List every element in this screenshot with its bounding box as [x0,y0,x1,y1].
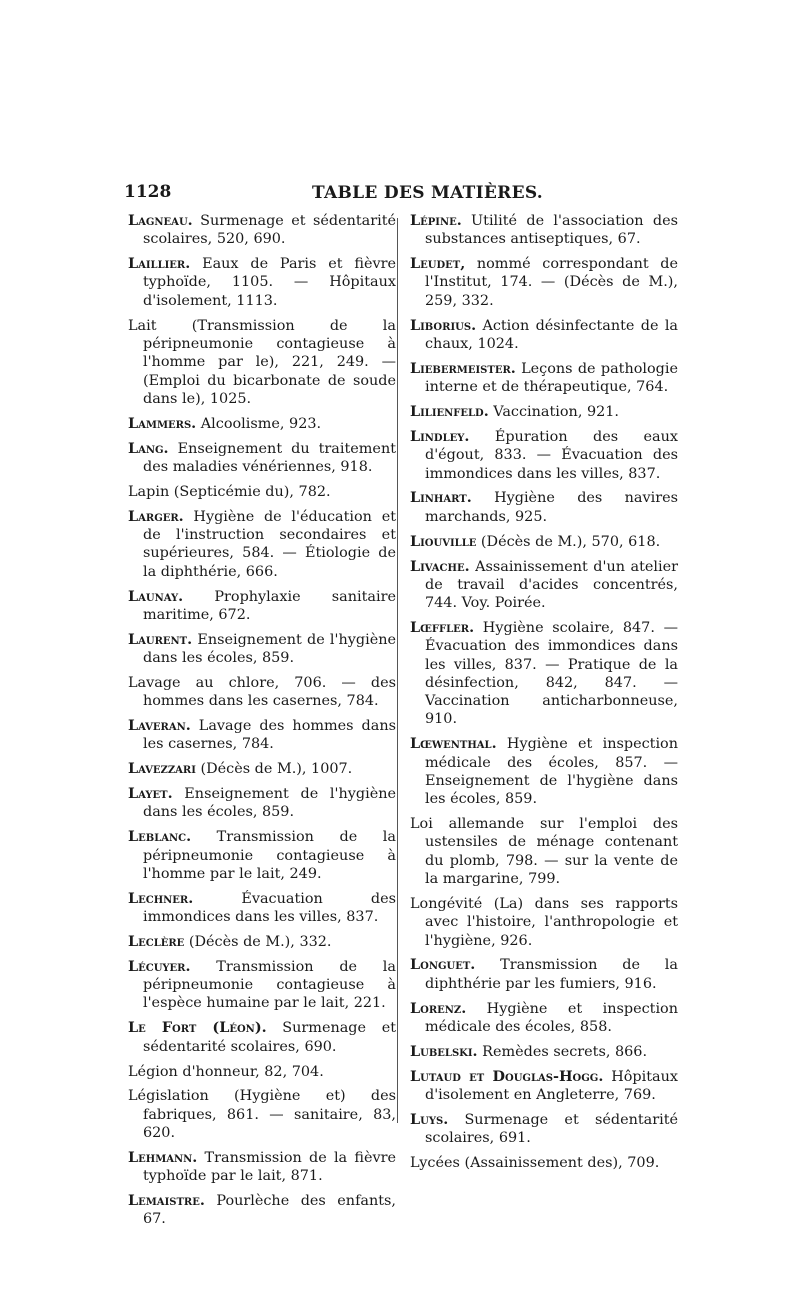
index-entry [410,1154,678,1172]
index-entry [128,785,396,822]
column-divider [397,218,398,1123]
entry-text: Eaux de Paris et fièvre typhoïde, 1105. — Hôpitaux d'isolement, 1113. [143,256,396,309]
entry-text: Légion d'honneur, 82, 704. [128,1063,324,1080]
entry-text: Hôpitaux d'isolement en Angleterre, 769. [425,1068,678,1103]
entry-text: (Décès de M.), 332. [184,934,332,950]
entry-headword: Liouville [410,532,477,550]
index-entry [128,828,396,883]
entry-headword: Longuet. [410,956,476,974]
entry-text: Loi allemande sur l'emploi des ustensiles de ménage contenant du plomb, 798. — sur la vente de la margarine, 799. [410,816,678,888]
entry-text: Surmenage et sédentarité scolaires, 690. [143,1020,396,1055]
index-entry [410,558,678,613]
entry-headword: Lehmann. [128,1148,198,1166]
entry-headword: Lubelski. [410,1042,478,1060]
entry-text: Transmission de la péripneumonie contagieuse à l'espèce humaine par le lait, 221. [143,958,396,1012]
index-entry [410,815,678,888]
entry-headword: Lechner. [128,889,194,907]
entry-headword: Luys. [410,1110,449,1128]
entry-headword: Leudet, [410,255,466,273]
entry-text: Épuration des eaux d'égout, 833. — Évacuation des immondices dans les villes, 837. [425,428,678,482]
entry-text: Hygiène des navires marchands, 925. [425,490,678,525]
entry-text: Hygiène de l'éducation et de l'instruction secondaires et supérieures, 584. — Étiologie de la diphthérie, 666. [143,508,396,580]
entry-text: Hygiène et inspection médicale des écoles, 857. — Enseignement de l'hygiène dans les écoles, 859. [425,736,678,808]
entry-text: Vaccination, 921. [488,404,620,421]
entry-text: Prophylaxie sanitaire maritime, 672. [143,588,396,623]
index-entry [410,1111,678,1148]
index-entry [128,631,396,668]
index-entry [128,415,396,433]
index-entry [128,674,396,711]
index-entry [128,933,396,951]
index-entry [128,1149,396,1186]
entry-text: Surmenage et sédentarité scolaires, 691. [425,1111,678,1147]
entry-headword: Lindley. [410,427,470,445]
index-entry [410,1043,678,1061]
entry-text: Utilité de l'association des substances antiseptiques, 67. [425,213,678,248]
entry-headword: Lutaud et Douglas-Hogg. [410,1067,604,1085]
index-column-right [410,212,678,1179]
entry-text: Lycées (Assainissement des), 709. [410,1155,660,1172]
entry-text: (Décès de M.), 1007. [195,761,353,778]
index-entry [410,317,678,354]
index-entry [128,508,396,581]
entry-headword: Laillier. [128,255,191,273]
entry-headword: Lagneau. [128,212,193,229]
entry-headword: Liebermeister. [410,359,516,377]
index-entry [128,1192,396,1229]
index-entry [128,212,396,249]
index-entry [410,360,678,397]
entry-headword: Lécuyer. [128,957,191,975]
index-entry [128,958,396,1013]
entry-headword: Leblanc. [128,828,192,846]
entry-text: Alcoolisme, 923. [196,415,322,432]
entry-text: Enseignement de l'hygiène dans les écoles, 859. [143,631,396,666]
index-entry [128,255,396,310]
index-entry [410,1000,678,1037]
entry-headword: Lépine. [410,212,462,229]
index-entry [410,428,678,483]
entry-text: Enseignement de l'hygiène dans les écoles, 859. [143,786,396,821]
entry-text: Action désinfectante de la chaux, 1024. [425,317,678,352]
entry-text: Pourlèche des enfants, 67. [143,1193,396,1228]
index-entry [410,212,678,249]
entry-text: Surmenage et sédentarité scolaires, 520, 690. [143,213,396,248]
entry-text: Leçons de pathologie interne et de thérapeutique, 764. [425,360,678,396]
index-entry [410,255,678,310]
entry-headword: Lammers. [128,414,197,432]
entry-text: Transmission de la péripneumonie contagieuse à l'homme par le lait, 249. [143,829,396,882]
entry-headword: Launay. [128,587,184,605]
index-entry [410,1068,678,1105]
index-entry [410,895,678,950]
entry-headword: Liborius. [410,316,477,334]
entry-headword: Lœwenthal. [410,735,497,753]
entry-headword: Le Fort (Léon). [128,1019,267,1037]
running-title: TABLE DES MATIÈRES. [312,183,544,203]
index-entry [410,403,678,421]
entry-headword: Livache. [410,557,470,575]
entry-text: Évacuation des immondices dans les villes, 837. [143,890,396,926]
index-entry [128,1087,396,1142]
entry-text: Longévité (La) dans ses rapports avec l'histoire, l'anthropologie et l'hygiène, 926. [410,895,678,949]
index-entry [128,483,396,501]
entry-text: nommé correspondant de l'Institut, 174. — (Décès de M.), 259, 332. [425,256,678,309]
entry-headword: Layet. [128,785,173,803]
entry-text: Transmission de la fièvre typhoïde par le lait, 871. [143,1149,396,1185]
index-entry [410,735,678,808]
index-entry [410,533,678,551]
entry-text: (Décès de M.), 570, 618. [476,533,661,550]
index-entry [128,760,396,778]
entry-headword: Leclère [128,933,185,950]
page-number: 1128 [124,182,172,202]
entry-headword: Laveran. [128,717,191,735]
entry-text: Lavage des hommes dans les casernes, 784. [143,718,396,753]
index-entry [410,489,678,526]
index-entry [128,588,396,625]
entry-headword: Lemaistre. [128,1192,205,1210]
entry-text: Législation (Hygiène et) des fabriques, 861. — sanitaire, 83, 620. [128,1088,396,1142]
index-entry [128,717,396,754]
entry-headword: Linhart. [410,489,472,507]
index-entry [128,890,396,927]
entry-headword: Lorenz. [410,999,467,1017]
entry-text: Remèdes secrets, 866. [477,1043,648,1060]
entry-headword: Lilienfeld. [410,403,489,421]
entry-text: Hygiène scolaire, 847. — Évacuation des immondices dans les villes, 837. — Pratique de la désinfection, 842, 847. — Vaccination anticharbonneuse, 910. [425,619,678,728]
index-entry [410,956,678,993]
entry-headword: Lœffler. [410,618,475,636]
entry-headword: Lang. [128,439,169,457]
entry-text: Transmission de la diphthérie par les fumiers, 916. [425,957,678,992]
entry-text: Lavage au chlore, 706. — des hommes dans les casernes, 784. [128,674,396,710]
entry-text: Lapin (Septicémie du), 782. [128,483,331,500]
index-entry [410,619,678,729]
index-entry [128,1063,396,1081]
entry-headword: Lavezzari [128,760,196,778]
index-column-left [128,212,396,1235]
index-entry [128,317,396,408]
entry-text: Assainissement d'un atelier de travail d'acides concentrés, 744. Voy. Poirée. [425,558,678,612]
index-entry [128,1019,396,1056]
entry-text: Enseignement du traitement des maladies vénériennes, 918. [143,440,396,475]
entry-text: Hygiène et inspection médicale des écoles, 858. [425,1000,678,1035]
index-entry [128,440,396,477]
entry-headword: Larger. [128,507,184,525]
entry-text: Lait (Transmission de la péripneumonie contagieuse à l'homme par le), 221, 249. — (Emploi du bicarbonate de soude dans le), 1025. [128,317,396,407]
entry-headword: Laurent. [128,630,193,648]
